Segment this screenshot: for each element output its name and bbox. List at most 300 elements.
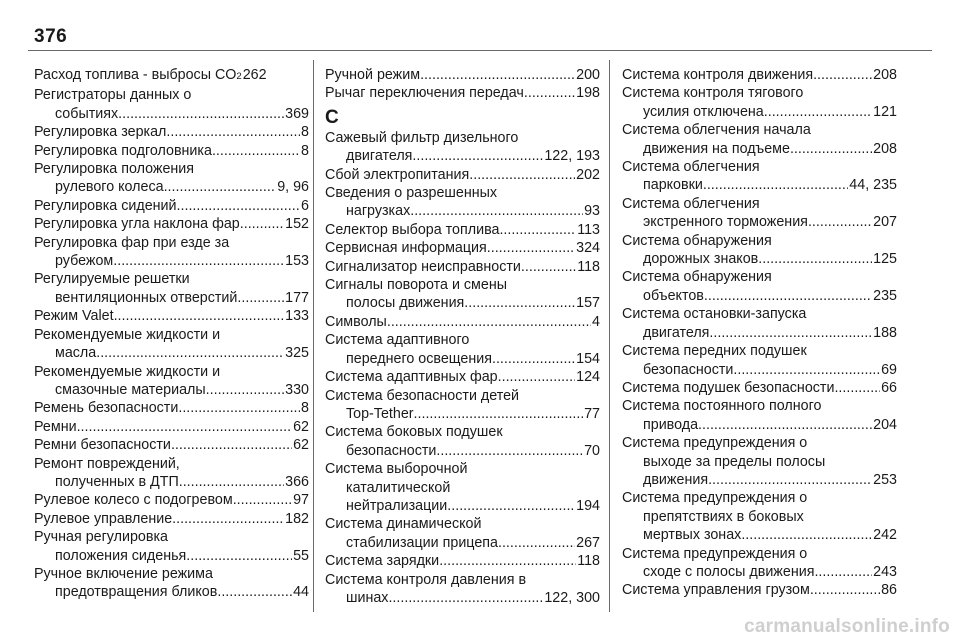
index-column-2 xyxy=(325,66,600,607)
chemical-subscript: 2 xyxy=(236,71,242,82)
index-entry-title: объектов xyxy=(643,287,704,304)
index-entry-title: предотвращения бликов xyxy=(55,584,218,601)
dot-leader xyxy=(469,166,575,184)
index-page-ref: 9, 96 xyxy=(277,179,309,196)
index-entry-line xyxy=(34,66,309,86)
column-separator xyxy=(313,60,314,612)
index-entry xyxy=(325,368,600,386)
index-entry-line xyxy=(325,442,600,460)
index-entry-title-line: Система боковых подушек xyxy=(325,424,503,441)
dot-leader xyxy=(96,344,284,362)
index-entry-title: Режим Valet xyxy=(34,308,114,325)
index-entry-line xyxy=(622,471,897,489)
index-entry-line xyxy=(325,497,600,515)
index-page-ref: 8 xyxy=(301,124,309,141)
index-entry-title: Система управления грузом xyxy=(622,582,810,599)
index-page-ref: 44 xyxy=(293,584,309,601)
dot-leader xyxy=(217,583,292,601)
index-entry-line xyxy=(622,66,897,84)
dot-leader xyxy=(177,197,301,215)
index-entry-title-line: Сигналы поворота и смены xyxy=(325,277,507,294)
dot-leader xyxy=(808,213,872,231)
dot-leader xyxy=(487,239,575,257)
index-entry xyxy=(622,305,897,342)
dot-leader xyxy=(113,252,284,270)
index-entry-title-line: Рекомендуемые жидкости и xyxy=(34,363,221,380)
dot-leader xyxy=(764,103,872,121)
dot-leader xyxy=(420,66,575,84)
index-page-ref: 188 xyxy=(873,324,897,341)
dot-leader xyxy=(77,418,293,436)
index-entry-line xyxy=(325,166,600,184)
index-entry xyxy=(622,232,897,269)
index-entry-title: Ручной режим xyxy=(325,67,421,83)
index-entry-title: экстренного торможения xyxy=(643,214,808,231)
index-entry xyxy=(34,66,309,86)
index-entry-title: движения на подъеме xyxy=(643,140,790,157)
index-entry-line xyxy=(325,368,600,386)
index-entry-title: переднего освещения xyxy=(346,350,492,367)
index-page-ref: 157 xyxy=(576,295,600,312)
index-entry-line xyxy=(34,381,309,399)
index-page-ref: 207 xyxy=(873,214,897,231)
dot-leader xyxy=(237,289,284,307)
index-entry-title: стабилизации прицепа xyxy=(346,534,498,551)
index-entry-line xyxy=(34,252,309,270)
index-entry-line xyxy=(325,313,600,331)
dot-leader xyxy=(179,473,284,491)
index-page-ref: 4 xyxy=(592,313,600,330)
dot-leader xyxy=(240,215,284,233)
index-entry-line xyxy=(325,552,600,570)
index-page-ref: 153 xyxy=(285,253,309,270)
index-entry-line xyxy=(622,140,897,158)
index-entry-title-line: Регулировка фар при езде за xyxy=(34,234,230,251)
index-page-ref: 118 xyxy=(577,553,600,570)
index-entry-title: двигателя xyxy=(643,324,710,341)
index-entry xyxy=(325,331,600,368)
index-entry xyxy=(34,510,309,528)
index-entry-line xyxy=(34,142,309,160)
index-page-ref: 62 xyxy=(293,437,309,454)
index-page-ref: 366 xyxy=(285,473,309,490)
dot-leader xyxy=(212,142,300,160)
index-entry xyxy=(325,258,600,276)
index-page-ref: 202 xyxy=(576,166,600,183)
index-entry-line xyxy=(325,589,600,607)
index-entry-title-line: Система обнаружения xyxy=(622,232,772,249)
index-entry-title: шинах xyxy=(346,589,389,606)
index-entry-title: безопасности xyxy=(346,442,437,459)
index-entry-title-line: Сведения о разрешенных xyxy=(325,185,498,202)
index-page-ref: 69 xyxy=(881,361,897,378)
index-entry-title: Ремни безопасности xyxy=(34,437,171,454)
dot-leader xyxy=(439,552,576,570)
index-entry-title: Система адаптивных фар xyxy=(325,369,498,386)
index-entry-title-line: Система обнаружения xyxy=(622,269,772,286)
index-entry-line xyxy=(325,350,600,368)
index-entry-title: Система зарядки xyxy=(325,553,440,570)
dot-leader xyxy=(464,294,575,312)
index-page-ref: 44, 235 xyxy=(849,177,897,194)
index-entry xyxy=(622,121,897,158)
dot-leader xyxy=(790,140,872,158)
index-entry-title-line: Система предупреждения о xyxy=(622,435,808,452)
dot-leader xyxy=(233,491,292,509)
index-entry-title: полосы движения xyxy=(346,295,465,312)
page-number: 376 xyxy=(34,26,68,47)
dot-leader xyxy=(810,581,880,599)
index-column-3 xyxy=(622,66,897,600)
index-page-ref: 122, 193 xyxy=(544,148,600,165)
index-entry-title-line: Рекомендуемые жидкости и xyxy=(34,326,221,343)
index-page-ref: 324 xyxy=(576,240,600,257)
index-entry-title: Расход топлива - выбросы CO xyxy=(34,67,237,83)
index-entry xyxy=(325,276,600,313)
dot-leader xyxy=(498,368,576,386)
index-entry-title: смазочные материалы xyxy=(55,381,206,398)
index-entry xyxy=(325,221,600,239)
dot-leader xyxy=(114,307,285,325)
index-entry-title: Символы xyxy=(325,313,387,330)
index-entry-line xyxy=(34,123,309,141)
index-entry-line xyxy=(34,105,309,123)
index-entry-title: Ремни xyxy=(34,418,77,435)
index-entry-title: привода xyxy=(643,416,699,433)
index-page-ref: 118 xyxy=(577,258,600,275)
dot-leader xyxy=(499,221,576,239)
index-entry-title: парковки xyxy=(643,177,703,194)
index-entry xyxy=(34,307,309,325)
index-entry-line xyxy=(34,307,309,325)
dot-leader xyxy=(521,258,576,276)
index-page-ref: 133 xyxy=(285,308,309,325)
index-entry-title: Селектор выбора топлива xyxy=(325,221,500,238)
index-entry xyxy=(34,123,309,141)
index-entry-line xyxy=(622,563,897,581)
dot-leader xyxy=(178,399,300,417)
index-entry-title-line: Система выборочной xyxy=(325,461,468,478)
index-entry-title: Рулевое управление xyxy=(34,510,173,527)
index-entry-title: Регулировка угла наклона фар xyxy=(34,216,240,233)
index-entry xyxy=(622,379,897,397)
index-entry-title: положения сиденья xyxy=(55,547,187,564)
index-entry xyxy=(622,158,897,195)
index-entry-title-line: Система постоянного полного xyxy=(622,398,822,415)
index-entry xyxy=(34,528,309,565)
index-page-ref: 242 xyxy=(873,527,897,544)
index-entry xyxy=(34,455,309,492)
section-letter-heading: С xyxy=(325,106,339,128)
index-entry-title-line: Система передних подушек xyxy=(622,343,807,360)
dot-leader xyxy=(412,147,543,165)
index-entry-line xyxy=(622,324,897,342)
index-entry-line xyxy=(34,344,309,362)
index-entry xyxy=(325,571,600,608)
index-entry xyxy=(34,160,309,197)
index-entry-title-line: Система предупреждения о xyxy=(622,545,808,562)
index-entry-line xyxy=(34,583,309,601)
index-page-ref: 113 xyxy=(577,221,600,238)
index-entry-title: Top-Tether xyxy=(346,405,414,422)
header-rule xyxy=(28,50,932,51)
index-entry xyxy=(34,142,309,160)
dot-leader xyxy=(388,589,543,607)
index-entry-title: Сервисная информация xyxy=(325,240,487,257)
index-entry xyxy=(34,436,309,454)
index-entry xyxy=(622,66,897,84)
index-entry-line xyxy=(325,405,600,423)
index-entry xyxy=(622,342,897,379)
index-page-ref: 55 xyxy=(293,547,309,564)
index-entry xyxy=(325,129,600,166)
dot-leader xyxy=(206,381,284,399)
index-entry-line xyxy=(34,547,309,565)
index-entry xyxy=(325,313,600,331)
index-entry-line xyxy=(325,294,600,312)
index-entry-line xyxy=(34,178,309,196)
index-entry xyxy=(622,84,897,121)
index-entry-title: безопасности xyxy=(643,361,734,378)
dot-leader xyxy=(172,510,284,528)
index-entry-title-line: Система контроля тягового xyxy=(622,85,804,102)
index-entry-title: Рычаг переключения передач xyxy=(325,85,524,102)
index-entry-title: Регулировка сидений xyxy=(34,197,177,214)
dot-leader xyxy=(414,405,584,423)
dot-leader xyxy=(758,250,872,268)
dot-leader xyxy=(166,123,300,141)
index-page-ref: 97 xyxy=(293,492,309,509)
dot-leader xyxy=(733,361,880,379)
index-entry-line xyxy=(622,250,897,268)
index-entry-title-line: Ремонт повреждений, xyxy=(34,455,180,472)
dot-leader xyxy=(741,526,872,544)
index-entry-line xyxy=(34,436,309,454)
index-entry-title-line: Система остановки-запуска xyxy=(622,306,807,323)
index-entry-title-line: Система контроля давления в xyxy=(325,571,527,588)
index-entry-title: Сбой электропитания xyxy=(325,166,470,183)
index-entry xyxy=(622,195,897,232)
dot-leader xyxy=(492,350,575,368)
index-entry-title-line: Система адаптивного xyxy=(325,332,470,349)
index-page-ref: 208 xyxy=(873,140,897,157)
index-entry-line xyxy=(325,239,600,257)
index-page-ref: 325 xyxy=(285,345,309,362)
index-page-ref: 194 xyxy=(576,497,600,514)
index-entry xyxy=(325,552,600,570)
index-entry xyxy=(622,581,897,599)
index-entry xyxy=(325,387,600,424)
index-page-ref: 124 xyxy=(576,369,600,386)
dot-leader xyxy=(118,105,284,123)
index-entry-title-line: Регулировка положения xyxy=(34,161,195,178)
dot-leader xyxy=(708,471,872,489)
index-entry xyxy=(34,86,309,123)
index-entry-title: дорожных знаков xyxy=(643,251,759,268)
dot-leader xyxy=(387,313,591,331)
index-entry-line xyxy=(622,103,897,121)
index-page-ref: 121 xyxy=(873,103,897,120)
dot-leader xyxy=(447,497,575,515)
index-page-ref: 6 xyxy=(301,197,309,214)
index-entry-title: нейтрализации xyxy=(346,497,448,514)
index-entry xyxy=(34,326,309,363)
index-page-ref: 70 xyxy=(584,442,600,459)
dot-leader xyxy=(703,176,848,194)
index-entry xyxy=(34,399,309,417)
index-entry-title: рулевого колеса xyxy=(55,179,164,196)
index-entry xyxy=(34,215,309,233)
index-page-ref: 8 xyxy=(301,142,309,159)
index-page-ref: 93 xyxy=(584,203,600,220)
index-entry-title: Регулировка подголовника xyxy=(34,142,212,159)
index-page-ref: 152 xyxy=(285,216,309,233)
index-page-ref: 262 xyxy=(242,67,267,83)
index-entry-line xyxy=(34,473,309,491)
index-page-ref: 8 xyxy=(301,400,309,417)
index-entry-title: Сигнализатор неисправности xyxy=(325,258,521,275)
index-entry-line xyxy=(34,418,309,436)
index-entry-line xyxy=(622,287,897,305)
index-entry-title-line: каталитической xyxy=(346,479,451,496)
index-entry-line xyxy=(34,215,309,233)
dot-leader xyxy=(704,287,872,305)
index-entry xyxy=(34,565,309,602)
index-page-ref: 66 xyxy=(881,379,897,396)
index-entry-title: сходе с полосы движения xyxy=(643,563,815,580)
index-entry-line xyxy=(34,399,309,417)
index-page-ref: 253 xyxy=(873,471,897,488)
index-page-ref: 208 xyxy=(873,67,897,83)
index-entry xyxy=(622,434,897,489)
index-page-ref: 125 xyxy=(873,251,897,268)
dot-leader xyxy=(498,534,575,552)
index-entry-line xyxy=(325,258,600,276)
index-entry-title-line: выходе за пределы полосы xyxy=(643,453,826,470)
index-entry-line xyxy=(622,361,897,379)
index-page-ref: 177 xyxy=(285,289,309,306)
index-entry-title-line: Ручное включение режима xyxy=(34,565,213,582)
index-entry-title: Ремень безопасности xyxy=(34,400,179,417)
index-entry-title-line: Система динамической xyxy=(325,516,482,533)
index-entry-title: полученных в ДТП xyxy=(55,473,179,490)
index-page-ref: 235 xyxy=(873,287,897,304)
index-page-ref: 369 xyxy=(285,105,309,122)
index-page-ref: 204 xyxy=(873,416,897,433)
index-entry-line xyxy=(34,510,309,528)
index-entry xyxy=(34,197,309,215)
dot-leader xyxy=(814,563,872,581)
dot-leader xyxy=(436,442,583,460)
index-page-ref: 86 xyxy=(881,582,897,599)
index-page-ref: 182 xyxy=(285,510,309,527)
index-entry xyxy=(622,489,897,544)
index-page-ref: 154 xyxy=(576,350,600,367)
index-entry xyxy=(325,84,600,102)
index-entry-line xyxy=(325,534,600,552)
index-page-ref: 200 xyxy=(576,67,600,83)
index-entry-title: нагрузках xyxy=(346,203,411,220)
index-entry xyxy=(325,239,600,257)
index-entry-line xyxy=(34,197,309,215)
index-entry-line xyxy=(622,379,897,397)
index-entry xyxy=(325,423,600,460)
dot-leader xyxy=(164,178,277,196)
index-entry xyxy=(325,460,600,515)
index-entry xyxy=(34,363,309,400)
dot-leader xyxy=(410,202,583,220)
index-entry-title-line: Система предупреждения о xyxy=(622,490,808,507)
index-entry-title-line: Система облегчения начала xyxy=(622,122,811,139)
index-entry-title: двигателя xyxy=(346,148,413,165)
index-entry-title-line: Регулируемые решетки xyxy=(34,271,190,288)
dot-leader xyxy=(171,436,292,454)
index-column-1 xyxy=(34,66,309,602)
index-entry-title-line: Регистраторы данных о xyxy=(34,87,192,104)
index-entry-line xyxy=(325,147,600,165)
index-entry-title-line: Система облегчения xyxy=(622,195,760,212)
index-entry xyxy=(325,66,600,84)
index-entry-title: вентиляционных отверстий xyxy=(55,289,238,306)
column-separator xyxy=(609,60,610,612)
index-entry-title: движения xyxy=(643,471,709,488)
dot-leader xyxy=(813,66,872,84)
index-entry xyxy=(34,234,309,271)
index-entry-line xyxy=(622,416,897,434)
dot-leader xyxy=(524,84,575,102)
index-entry-title: Рулевое колесо с подогревом xyxy=(34,492,233,509)
index-entry-title-line: препятствиях в боковых xyxy=(643,508,804,525)
index-entry xyxy=(325,166,600,184)
index-entry xyxy=(325,515,600,552)
index-entry-title: Система контроля движения xyxy=(622,67,814,83)
index-entry xyxy=(34,491,309,509)
index-entry-line xyxy=(325,202,600,220)
index-entry-title-line: Система облегчения xyxy=(622,159,760,176)
index-entry-title: усилия отключена xyxy=(643,103,764,120)
index-entry-line xyxy=(34,289,309,307)
index-entry xyxy=(622,268,897,305)
index-entry-title: масла xyxy=(55,345,97,362)
dot-leader xyxy=(709,324,872,342)
index-entry-line xyxy=(622,581,897,599)
index-entry-title-line: Система безопасности детей xyxy=(325,387,520,404)
index-entry-line xyxy=(622,176,897,194)
index-page-ref: 122, 300 xyxy=(544,589,600,606)
index-page-ref: 77 xyxy=(584,405,600,422)
index-entry-line xyxy=(34,491,309,509)
index-page-ref: 62 xyxy=(293,418,309,435)
index-entry-title-line: Ручная регулировка xyxy=(34,529,168,546)
index-entry xyxy=(34,418,309,436)
dot-leader xyxy=(186,547,292,565)
index-entry-line xyxy=(325,221,600,239)
watermark: carmanualsonline.info xyxy=(744,616,950,637)
index-entry-title-line: Сажевый фильтр дизельного xyxy=(325,129,519,146)
index-entry-title: событиях xyxy=(55,105,119,122)
index-page-ref: 243 xyxy=(873,563,897,580)
index-entry-line xyxy=(622,526,897,544)
index-page-ref: 267 xyxy=(576,534,600,551)
index-entry xyxy=(325,184,600,221)
index-page-ref: 330 xyxy=(285,381,309,398)
index-page-ref: 198 xyxy=(576,85,600,102)
index-entry xyxy=(622,397,897,434)
index-entry-title: мертвых зонах xyxy=(643,527,742,544)
index-entry-title: Регулировка зеркал xyxy=(34,124,167,141)
index-entry xyxy=(622,545,897,582)
dot-leader xyxy=(834,379,880,397)
